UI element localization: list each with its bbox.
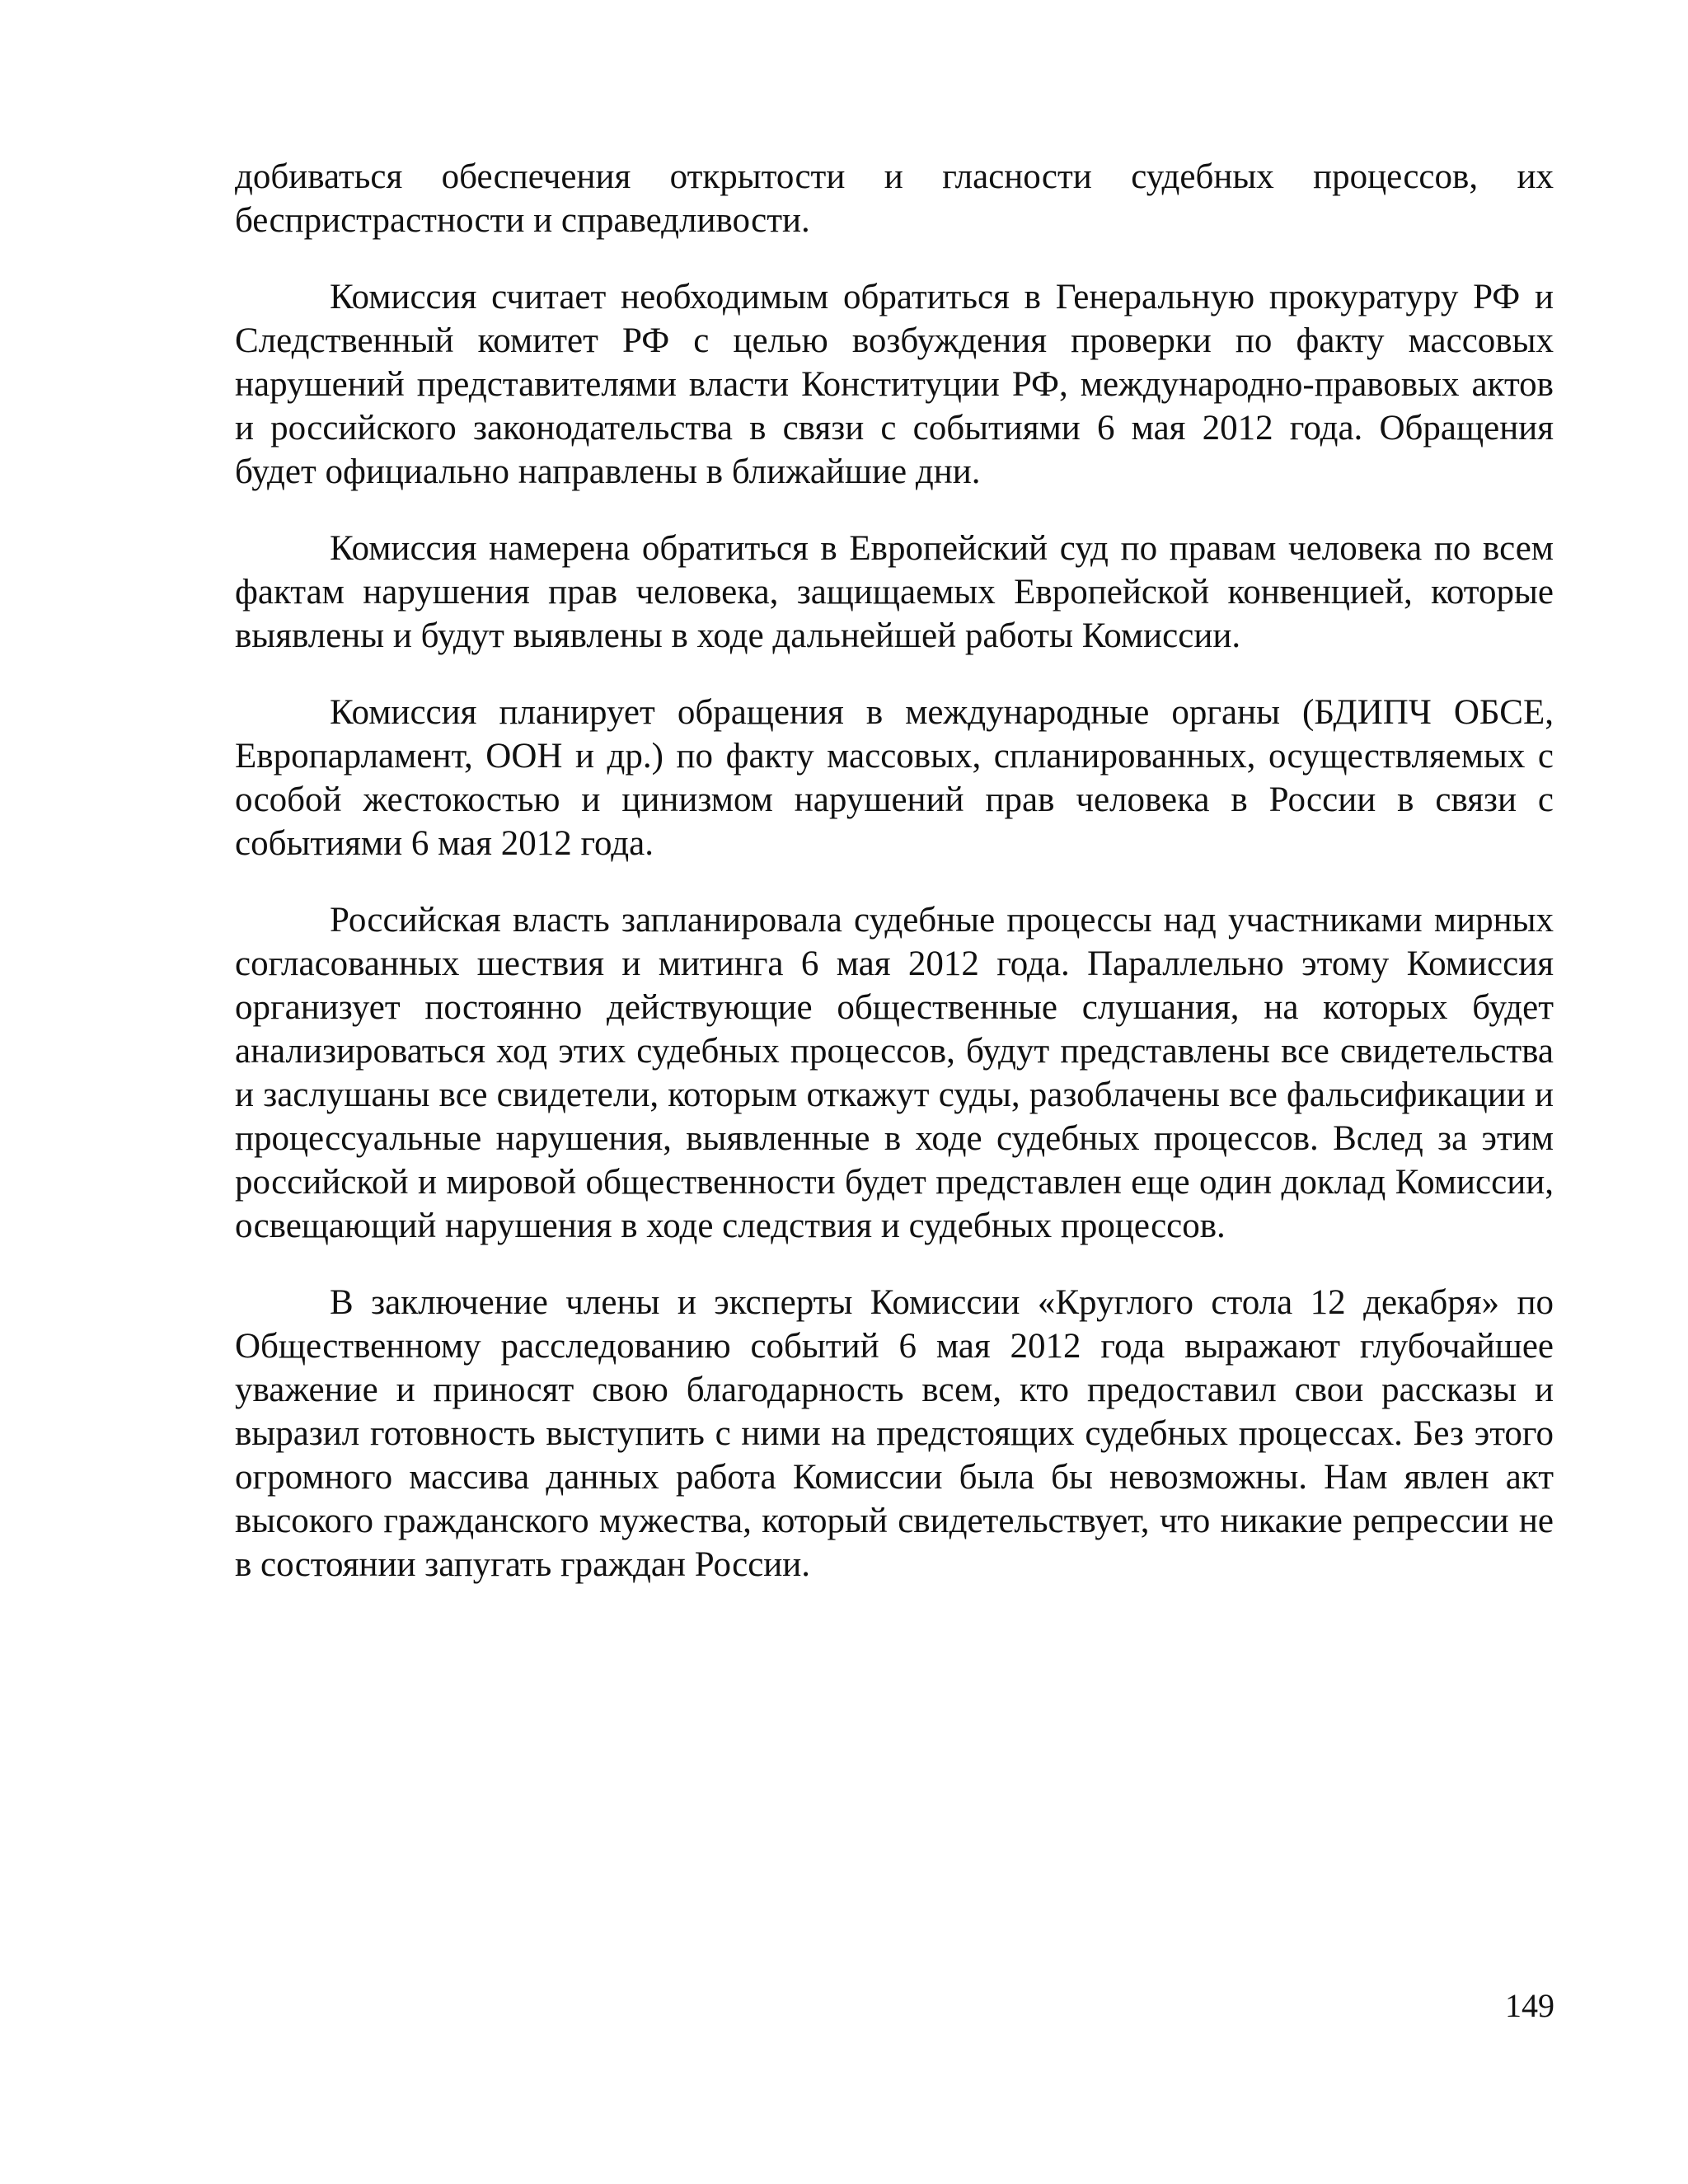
paragraph-echr-appeal: Комиссия намерена обратиться в Европейский суд по правам человека по всем фактам нарушения прав человека, защищаемых Европейской конвенцией, которые выявлены и будут выявлены в ходе дальнейшей работы Комиссии. <box>235 529 1554 655</box>
paragraph-continuation: добиваться обеспечения открытости и гласности судебных процессов, их беспристрастности и справедливости. <box>235 157 1554 240</box>
page-number: 149 <box>1505 1987 1554 2024</box>
paragraph-prosecutor-appeal: Комиссия считает необходимым обратиться в Генеральную прокуратуру РФ и Следственный комитет РФ с целью возбуждения проверки по факту массовых нарушений представителями власти Конституции РФ, международно-правовых актов и российского законодательства в связи с событиями 6 мая 2012 года. Обращения будет официально направлены в ближайшие дни. <box>235 278 1554 491</box>
paragraph-international-bodies: Комиссия планирует обращения в международные органы (БДИПЧ ОБСЕ, Европарламент, ООН и др.) по факту массовых, спланированных, осуществляемых с особой жестокостью и цинизмом нарушений прав человека в России в связи с событиями 6 мая 2012 года. <box>235 693 1554 863</box>
document-body <box>235 155 1554 1619</box>
paragraph-public-hearings: Российская власть запланировала судебные процессы над участниками мирных согласованных шествия и митинга 6 мая 2012 года. Параллельно этому Комиссия организует постоянно действующие общественные слушания, на которых будет анализироваться ход этих судебных процессов, будут представлены все свидетельства и заслушаны все свидетели, которым откажут суды, разоблачены все фальсификации и процессуальные нарушения, выявленные в ходе судебных процессов. Вслед за этим российской и мировой общественности будет представлен еще один доклад Комиссии, освещающий нарушения в ходе следствия и судебных процессов. <box>235 901 1554 1245</box>
paragraph-conclusion: В заключение члены и эксперты Комиссии «Круглого стола 12 декабря» по Общественному расследованию событий 6 мая 2012 года выражают глубочайшее уважение и приносят свою благодарность всем, кто предоставил свои рассказы и выразил готовность выступить с ними на предстоящих судебных процессах. Без этого огромного массива данных работа Комиссии была бы невозможны. Нам явлен акт высокого гражданского мужества, который свидетельствует, что никакие репрессии не в состоянии запугать граждан России. <box>235 1283 1554 1584</box>
